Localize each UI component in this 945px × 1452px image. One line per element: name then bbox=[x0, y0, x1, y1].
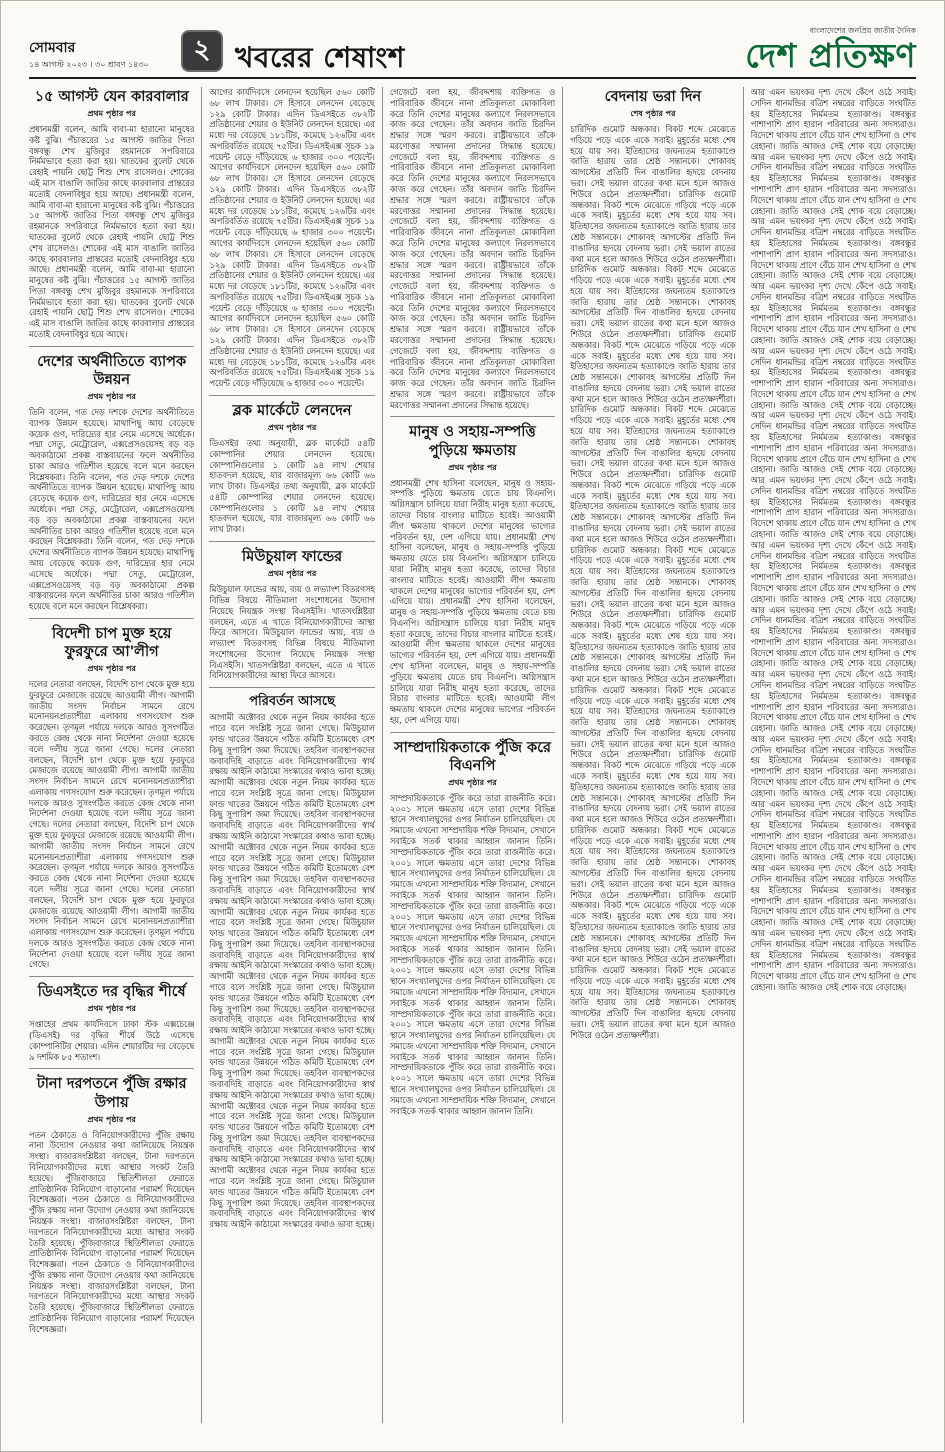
article-body: গেজেটে বলা হয়, জীবদ্দশায় ব্যক্তিগত ও পারিবারিক জীবনে নানা প্রতিকূলতা মোকাবিলা করে তিনি দেশের মানুষের কল্যাণে নিরলসভাবে কাজ করে গেছেন। তাঁর অবদান জাতি চিরদিন শ্রদ্ধার সঙ্গে স্মরণ করবে। রাষ্ট্রীয়ভাবে তাঁকে মরণোত্তর সম্মাননা প্রদানের সিদ্ধান্ত হয়েছে। গেজেটে বলা হয়, জীবদ্দশায় ব্যক্তিগত ও পারিবারিক জীবনে নানা প্রতিকূলতা মোকাবিলা করে তিনি দেশের মানুষের কল্যাণে নিরলসভাবে কাজ করে গেছেন। তাঁর অবদান জাতি চিরদিন শ্রদ্ধার সঙ্গে স্মরণ করবে। রাষ্ট্রীয়ভাবে তাঁকে মরণোত্তর সম্মাননা প্রদানের সিদ্ধান্ত হয়েছে। গেজেটে বলা হয়, জীবদ্দশায় ব্যক্তিগত ও পারিবারিক জীবনে নানা প্রতিকূলতা মোকাবিলা করে তিনি দেশের মানুষের কল্যাণে নিরলসভাবে কাজ করে গেছেন। তাঁর অবদান জাতি চিরদিন শ্রদ্ধার সঙ্গে স্মরণ করবে। রাষ্ট্রীয়ভাবে তাঁকে মরণোত্তর সম্মাননা প্রদানের সিদ্ধান্ত হয়েছে। গেজেটে বলা হয়, জীবদ্দশায় ব্যক্তিগত ও পারিবারিক জীবনে নানা প্রতিকূলতা মোকাবিলা করে তিনি দেশের মানুষের কল্যাণে নিরলসভাবে কাজ করে গেছেন। তাঁর অবদান জাতি চিরদিন শ্রদ্ধার সঙ্গে স্মরণ করবে। রাষ্ট্রীয়ভাবে তাঁকে মরণোত্তর সম্মাননা প্রদানের সিদ্ধান্ত হয়েছে। গেজেটে বলা হয়, জীবদ্দশায় ব্যক্তিগত ও পারিবারিক জীবনে নানা প্রতিকূলতা মোকাবিলা করে তিনি দেশের মানুষের কল্যাণে নিরলসভাবে কাজ করে গেছেন। তাঁর অবদান জাতি চিরদিন শ্রদ্ধার সঙ্গে স্মরণ করবে। রাষ্ট্রীয়ভাবে তাঁকে মরণোত্তর সম্মাননা প্রদানের সিদ্ধান্ত হয়েছে। bbox=[389, 87, 556, 410]
article-headline: টানা দরপতনে পুঁজি রক্ষার উপায় bbox=[36, 1076, 187, 1111]
columns-area bbox=[29, 87, 916, 1423]
article-headline: ডিএসইতে দর বৃদ্ধির শীর্ষে bbox=[37, 984, 186, 1001]
article-body: মিউচুয়াল ফান্ডের আয়, ব্যয় ও লভ্যাংশ বিতরণসহ বিভিন্ন বিষয়ে নীতিমালা সংশোধনের উদ্যোগ নিয়েছে নিয়ন্ত্রক সংস্থা বিএসইসি। খাতসংশ্লিষ্টরা বলছেন, এতে এ খাতে বিনিয়োগকারীদের আস্থা ফিরে আসবে। মিউচুয়াল ফান্ডের আয়, ব্যয় ও লভ্যাংশ বিতরণসহ বিভিন্ন বিষয়ে নীতিমালা সংশোধনের উদ্যোগ নিয়েছে নিয়ন্ত্রক সংস্থা বিএসইসি। খাতসংশ্লিষ্টরা বলছেন, এতে এ খাতে বিনিয়োগকারীদের আস্থা ফিরে আসবে। bbox=[209, 584, 375, 681]
article-headline: মিউচুয়াল ফান্ডের bbox=[242, 549, 343, 566]
page-number-badge bbox=[181, 30, 223, 72]
continued-from-note: প্রথম পৃষ্ঠার পর bbox=[87, 109, 136, 119]
column-4 bbox=[563, 87, 743, 1423]
article-body: দলের নেতারা বলছেন, বিদেশি চাপ থেকে মুক্ত হয়ে ফুরফুরে মেজাজে রয়েছে আওয়ামী লীগ। আগামী জাতীয় সংসদ নির্বাচন সামনে রেখে মনোনয়নপ্রত্যাশীরা এলাকায় গণসংযোগ শুরু করেছেন। তৃণমূল পর্যায়ে দলকে আরও সুসংগঠিত করতে কেন্দ্র থেকে নানা নির্দেশনা দেওয়া হয়েছে বলে দলীয় সূত্রে জানা গেছে। দলের নেতারা বলছেন, বিদেশি চাপ থেকে মুক্ত হয়ে ফুরফুরে মেজাজে রয়েছে আওয়ামী লীগ। আগামী জাতীয় সংসদ নির্বাচন সামনে রেখে মনোনয়নপ্রত্যাশীরা এলাকায় গণসংযোগ শুরু করেছেন। তৃণমূল পর্যায়ে দলকে আরও সুসংগঠিত করতে কেন্দ্র থেকে নানা নির্দেশনা দেওয়া হয়েছে বলে দলীয় সূত্রে জানা গেছে। দলের নেতারা বলছেন, বিদেশি চাপ থেকে মুক্ত হয়ে ফুরফুরে মেজাজে রয়েছে আওয়ামী লীগ। আগামী জাতীয় সংসদ নির্বাচন সামনে রেখে মনোনয়নপ্রত্যাশীরা এলাকায় গণসংযোগ শুরু করেছেন। তৃণমূল পর্যায়ে দলকে আরও সুসংগঠিত করতে কেন্দ্র থেকে নানা নির্দেশনা দেওয়া হয়েছে বলে দলীয় সূত্রে জানা গেছে। দলের নেতারা বলছেন, বিদেশি চাপ থেকে মুক্ত হয়ে ফুরফুরে মেজাজে রয়েছে আওয়ামী লীগ। আগামী জাতীয় সংসদ নির্বাচন সামনে রেখে মনোনয়নপ্রত্যাশীরা এলাকায় গণসংযোগ শুরু করেছেন। তৃণমূল পর্যায়ে দলকে আরও সুসংগঠিত করতে কেন্দ্র থেকে নানা নির্দেশনা দেওয়া হয়েছে বলে দলীয় সূত্রে জানা গেছে। bbox=[29, 679, 195, 970]
article-burning-power bbox=[390, 416, 555, 725]
page-number: ২ bbox=[193, 35, 211, 65]
article-body: পতন ঠেকাতে ও বিনিয়োগকারীদের পুঁজি রক্ষায় নানা উদ্যোগ নেওয়ার কথা জানিয়েছে নিয়ন্ত্রক সংস্থা। বাজারসংশ্লিষ্টরা বলছেন, টানা দরপতনে বিনিয়োগকারীদের মধ্যে আস্থার সংকট তৈরি হয়েছে। পুঁজিবাজারে স্থিতিশীলতা ফেরাতে প্রাতিষ্ঠানিক বিনিয়োগ বাড়ানোর পরামর্শ দিয়েছেন বিশেষজ্ঞরা। পতন ঠেকাতে ও বিনিয়োগকারীদের পুঁজি রক্ষায় নানা উদ্যোগ নেওয়ার কথা জানিয়েছে নিয়ন্ত্রক সংস্থা। বাজারসংশ্লিষ্টরা বলছেন, টানা দরপতনে বিনিয়োগকারীদের মধ্যে আস্থার সংকট তৈরি হয়েছে। পুঁজিবাজারে স্থিতিশীলতা ফেরাতে প্রাতিষ্ঠানিক বিনিয়োগ বাড়ানোর পরামর্শ দিয়েছেন বিশেষজ্ঞরা। পতন ঠেকাতে ও বিনিয়োগকারীদের পুঁজি রক্ষায় নানা উদ্যোগ নেওয়ার কথা জানিয়েছে নিয়ন্ত্রক সংস্থা। বাজারসংশ্লিষ্টরা বলছেন, টানা দরপতনে বিনিয়োগকারীদের মধ্যে আস্থার সংকট তৈরি হয়েছে। পুঁজিবাজারে স্থিতিশীলতা ফেরাতে প্রাতিষ্ঠানিক বিনিয়োগ বাড়ানোর পরামর্শ দিয়েছেন বিশেষজ্ঞরা। bbox=[29, 1129, 195, 1334]
article-body: প্রধানমন্ত্রী বলেন, আমি বাবা-মা হারানো মানুষের কষ্ট বুঝি। পঁচাত্তরের ১৫ আগস্ট জাতির পিতা বঙ্গবন্ধু শেখ মুজিবুর রহমানকে সপরিবারে নির্মমভাবে হত্যা করা হয়। ঘাতকের বুলেট থেকে রেহাই পায়নি ছোট্ট শিশু শেখ রাসেলও। শোকের এই মাস বাঙালি জাতির কাছে কারবালার প্রান্তরের মতোই বেদনাবিধুর হয়ে আছে। প্রধানমন্ত্রী বলেন, আমি বাবা-মা হারানো মানুষের কষ্ট বুঝি। পঁচাত্তরের ১৫ আগস্ট জাতির পিতা বঙ্গবন্ধু শেখ মুজিবুর রহমানকে সপরিবারে নির্মমভাবে হত্যা করা হয়। ঘাতকের বুলেট থেকে রেহাই পায়নি ছোট্ট শিশু শেখ রাসেলও। শোকের এই মাস বাঙালি জাতির কাছে কারবালার প্রান্তরের মতোই বেদনাবিধুর হয়ে আছে। প্রধানমন্ত্রী বলেন, আমি বাবা-মা হারানো মানুষের কষ্ট বুঝি। পঁচাত্তরের ১৫ আগস্ট জাতির পিতা বঙ্গবন্ধু শেখ মুজিবুর রহমানকে সপরিবারে নির্মমভাবে হত্যা করা হয়। ঘাতকের বুলেট থেকে রেহাই পায়নি ছোট্ট শিশু শেখ রাসেলও। শোকের এই মাস বাঙালি জাতির কাছে কারবালার প্রান্তরের মতোই বেদনাবিধুর হয়ে আছে। bbox=[29, 124, 195, 339]
article-body: প্রধানমন্ত্রী শেখ হাসিনা বলেছেন, মানুষ ও সহায়-সম্পত্তি পুড়িয়ে ক্ষমতায় যেতে চায় বিএনপি। অগ্নিসন্ত্রাস চালিয়ে যারা নিরীহ মানুষ হত্যা করেছে, তাদের বিচার বাংলার মাটিতে হবেই। আওয়ামী লীগ ক্ষমতায় থাকলে দেশের মানুষের ভাগ্যের পরিবর্তন হয়, দেশ এগিয়ে যায়। প্রধানমন্ত্রী শেখ হাসিনা বলেছেন, মানুষ ও সহায়-সম্পত্তি পুড়িয়ে ক্ষমতায় যেতে চায় বিএনপি। অগ্নিসন্ত্রাস চালিয়ে যারা নিরীহ মানুষ হত্যা করেছে, তাদের বিচার বাংলার মাটিতে হবেই। আওয়ামী লীগ ক্ষমতায় থাকলে দেশের মানুষের ভাগ্যের পরিবর্তন হয়, দেশ এগিয়ে যায়। প্রধানমন্ত্রী শেখ হাসিনা বলেছেন, মানুষ ও সহায়-সম্পত্তি পুড়িয়ে ক্ষমতায় যেতে চায় বিএনপি। অগ্নিসন্ত্রাস চালিয়ে যারা নিরীহ মানুষ হত্যা করেছে, তাদের বিচার বাংলার মাটিতে হবেই। আওয়ামী লীগ ক্ষমতায় থাকলে দেশের মানুষের ভাগ্যের পরিবর্তন হয়, দেশ এগিয়ে যায়। প্রধানমন্ত্রী শেখ হাসিনা বলেছেন, মানুষ ও সহায়-সম্পত্তি পুড়িয়ে ক্ষমতায় যেতে চায় বিএনপি। অগ্নিসন্ত্রাস চালিয়ে যারা নিরীহ মানুষ হত্যা করেছে, তাদের বিচার বাংলার মাটিতে হবেই। আওয়ামী লীগ ক্ষমতায় থাকলে দেশের মানুষের ভাগ্যের পরিবর্তন হয়, দেশ এগিয়ে যায়। bbox=[389, 477, 556, 725]
page-header bbox=[29, 21, 916, 79]
continued-from-note: প্রথম পৃষ্ঠার পর bbox=[448, 462, 497, 472]
continued-from-note: প্রথম পৃষ্ঠার পর bbox=[87, 392, 136, 401]
article-headline: সাম্প্রদায়িকতাকে পুঁজি করে বিএনপি bbox=[394, 739, 551, 774]
article-dse-gainers bbox=[29, 976, 194, 1062]
date-label: ১৪ আগস্ট ২০২৩ । ৩০ শ্রাবণ ১৪৩০ bbox=[29, 60, 149, 69]
continued-from-note: প্রথম পৃষ্ঠার পর bbox=[267, 423, 317, 432]
article-body: ডিএসইর তথ্য অনুযায়ী, ব্লক মার্কেটে ৫৪টি কোম্পানির শেয়ার লেনদেন হয়েছে। কোম্পানিগুলোর ১ কোটি ৯৪ লাখ শেয়ার হাতবদল হয়েছে, যার বাজারমূল্য ৬৬ কোটি ৬৬ লাখ টাকা। ডিএসইর তথ্য অনুযায়ী, ব্লক মার্কেটে ৫৪টি কোম্পানির শেয়ার লেনদেন হয়েছে। কোম্পানিগুলোর ১ কোটি ৯৪ লাখ শেয়ার হাতবদল হয়েছে, যার বাজারমূল্য ৬৬ কোটি ৬৬ লাখ টাকা। bbox=[209, 438, 375, 535]
article-body: আগের কার্যদিবসে লেনদেন হয়েছিল ৫৬০ কোটি ৬৮ লাখ টাকার। সে হিসাবে লেনদেন বেড়েছে ১২৯ কোটি টাকার। এদিন ডিএসইতে ৩৮২টি প্রতিষ্ঠানের শেয়ার ও ইউনিট লেনদেন হয়েছে। এর মধ্যে দর বেড়েছে ১৮১টির, কমেছে ১২৬টির এবং অপরিবর্তিত রয়েছে ৭৫টির। ডিএসইএক্স সূচক ১৯ পয়েন্ট বেড়ে দাঁড়িয়েছে ৬ হাজার ৩০০ পয়েন্টে। আগের কার্যদিবসে লেনদেন হয়েছিল ৫৬০ কোটি ৬৮ লাখ টাকার। সে হিসাবে লেনদেন বেড়েছে ১২৯ কোটি টাকার। এদিন ডিএসইতে ৩৮২টি প্রতিষ্ঠানের শেয়ার ও ইউনিট লেনদেন হয়েছে। এর মধ্যে দর বেড়েছে ১৮১টির, কমেছে ১২৬টির এবং অপরিবর্তিত রয়েছে ৭৫টির। ডিএসইএক্স সূচক ১৯ পয়েন্ট বেড়ে দাঁড়িয়েছে ৬ হাজার ৩০০ পয়েন্টে। আগের কার্যদিবসে লেনদেন হয়েছিল ৫৬০ কোটি ৬৮ লাখ টাকার। সে হিসাবে লেনদেন বেড়েছে ১২৯ কোটি টাকার। এদিন ডিএসইতে ৩৮২টি প্রতিষ্ঠানের শেয়ার ও ইউনিট লেনদেন হয়েছে। এর মধ্যে দর বেড়েছে ১৮১টির, কমেছে ১২৬টির এবং অপরিবর্তিত রয়েছে ৭৫টির। ডিএসইএক্স সূচক ১৯ পয়েন্ট বেড়ে দাঁড়িয়েছে ৬ হাজার ৩০০ পয়েন্টে। আগের কার্যদিবসে লেনদেন হয়েছিল ৫৬০ কোটি ৬৮ লাখ টাকার। সে হিসাবে লেনদেন বেড়েছে ১২৯ কোটি টাকার। এদিন ডিএসইতে ৩৮২টি প্রতিষ্ঠানের শেয়ার ও ইউনিট লেনদেন হয়েছে। এর মধ্যে দর বেড়েছে ১৮১টির, কমেছে ১২৬টির এবং অপরিবর্তিত রয়েছে ৭৫টির। ডিএসইএক্স সূচক ১৯ পয়েন্ট বেড়ে দাঁড়িয়েছে ৬ হাজার ৩০০ পয়েন্টে। bbox=[209, 87, 375, 389]
article-headline: মানুষ ও সহায়-সম্পত্তি পুড়িয়ে ক্ষমতায় bbox=[409, 424, 536, 459]
continued-from-note: প্রথম পৃষ্ঠার পর bbox=[267, 569, 317, 579]
continued-from-note: শেষ পৃষ্ঠার পর bbox=[630, 109, 676, 119]
column-1 bbox=[29, 87, 202, 1423]
article-karbala bbox=[29, 87, 194, 340]
masthead-logo: দেশ প্রতিক্ষণ bbox=[745, 36, 916, 75]
article-block-market bbox=[209, 395, 374, 535]
continued-from-note: প্রথম পৃষ্ঠার পর bbox=[87, 1004, 136, 1014]
article-continuation bbox=[390, 87, 555, 410]
article-headline: ১৫ আগস্ট যেন কারবালার bbox=[34, 89, 189, 105]
article-body: তিনি বলেন, গত দেড় দশকে দেশের অর্থনীতিতে ব্যাপক উন্নয়ন হয়েছে। মাথাপিছু আয় বেড়েছে কয়েক গুণ, দারিদ্র্যের হার নেমে এসেছে অর্ধেকে। পদ্মা সেতু, মেট্রোরেল, এক্সপ্রেসওয়েসহ বড় বড় অবকাঠামো প্রকল্প বাস্তবায়নের ফলে অর্থনীতির চাকা আরও গতিশীল হয়েছে বলে মনে করছেন বিশ্লেষকরা। তিনি বলেন, গত দেড় দশকে দেশের অর্থনীতিতে ব্যাপক উন্নয়ন হয়েছে। মাথাপিছু আয় বেড়েছে কয়েক গুণ, দারিদ্র্যের হার নেমে এসেছে অর্ধেকে। পদ্মা সেতু, মেট্রোরেল, এক্সপ্রেসওয়েসহ বড় বড় অবকাঠামো প্রকল্প বাস্তবায়নের ফলে অর্থনীতির চাকা আরও গতিশীল হয়েছে বলে মনে করছেন বিশ্লেষকরা। তিনি বলেন, গত দেড় দশকে দেশের অর্থনীতিতে ব্যাপক উন্নয়ন হয়েছে। মাথাপিছু আয় বেড়েছে কয়েক গুণ, দারিদ্র্যের হার নেমে এসেছে অর্ধেকে। পদ্মা সেতু, মেট্রোরেল, এক্সপ্রেসওয়েসহ বড় বড় অবকাঠামো প্রকল্প বাস্তবায়নের ফলে অর্থনীতির চাকা আরও গতিশীল হয়েছে বলে মনে করছেন বিশ্লেষকরা। bbox=[29, 407, 195, 612]
article-body: সপ্তাহের প্রথম কার্যদিবসে ঢাকা স্টক এক্সচেঞ্জে (ডিএসই) দর বৃদ্ধির শীর্ষে উঠে এসেছে কোম্পানিটির শেয়ার। এদিন শেয়ারটির দর বেড়েছে ৯ দশমিক ৮৫ শতাংশ। bbox=[29, 1019, 195, 1062]
masthead-block bbox=[745, 26, 916, 75]
article-body: আগামী অক্টোবর থেকে নতুন নিয়ম কার্যকর হতে পারে বলে সংশ্লিষ্ট সূত্রে জানা গেছে। মিউচুয়াল ফান্ড খাতের উন্নয়নে গঠিত কমিটি ইতোমধ্যে বেশ কিছু সুপারিশ জমা দিয়েছে। তহবিল ব্যবস্থাপকদের জবাবদিহি বাড়াতে এবং বিনিয়োগকারীদের স্বার্থ রক্ষায় আইনি কাঠামো সংস্কারের কথাও ভাবা হচ্ছে। আগামী অক্টোবর থেকে নতুন নিয়ম কার্যকর হতে পারে বলে সংশ্লিষ্ট সূত্রে জানা গেছে। মিউচুয়াল ফান্ড খাতের উন্নয়নে গঠিত কমিটি ইতোমধ্যে বেশ কিছু সুপারিশ জমা দিয়েছে। তহবিল ব্যবস্থাপকদের জবাবদিহি বাড়াতে এবং বিনিয়োগকারীদের স্বার্থ রক্ষায় আইনি কাঠামো সংস্কারের কথাও ভাবা হচ্ছে। আগামী অক্টোবর থেকে নতুন নিয়ম কার্যকর হতে পারে বলে সংশ্লিষ্ট সূত্রে জানা গেছে। মিউচুয়াল ফান্ড খাতের উন্নয়নে গঠিত কমিটি ইতোমধ্যে বেশ কিছু সুপারিশ জমা দিয়েছে। তহবিল ব্যবস্থাপকদের জবাবদিহি বাড়াতে এবং বিনিয়োগকারীদের স্বার্থ রক্ষায় আইনি কাঠামো সংস্কারের কথাও ভাবা হচ্ছে। আগামী অক্টোবর থেকে নতুন নিয়ম কার্যকর হতে পারে বলে সংশ্লিষ্ট সূত্রে জানা গেছে। মিউচুয়াল ফান্ড খাতের উন্নয়নে গঠিত কমিটি ইতোমধ্যে বেশ কিছু সুপারিশ জমা দিয়েছে। তহবিল ব্যবস্থাপকদের জবাবদিহি বাড়াতে এবং বিনিয়োগকারীদের স্বার্থ রক্ষায় আইনি কাঠামো সংস্কারের কথাও ভাবা হচ্ছে। আগামী অক্টোবর থেকে নতুন নিয়ম কার্যকর হতে পারে বলে সংশ্লিষ্ট সূত্রে জানা গেছে। মিউচুয়াল ফান্ড খাতের উন্নয়নে গঠিত কমিটি ইতোমধ্যে বেশ কিছু সুপারিশ জমা দিয়েছে। তহবিল ব্যবস্থাপকদের জবাবদিহি বাড়াতে এবং বিনিয়োগকারীদের স্বার্থ রক্ষায় আইনি কাঠামো সংস্কারের কথাও ভাবা হচ্ছে। আগামী অক্টোবর থেকে নতুন নিয়ম কার্যকর হতে পারে বলে সংশ্লিষ্ট সূত্রে জানা গেছে। মিউচুয়াল ফান্ড খাতের উন্নয়নে গঠিত কমিটি ইতোমধ্যে বেশ কিছু সুপারিশ জমা দিয়েছে। তহবিল ব্যবস্থাপকদের জবাবদিহি বাড়াতে এবং বিনিয়োগকারীদের স্বার্থ রক্ষায় আইনি কাঠামো সংস্কারের কথাও ভাবা হচ্ছে। আগামী অক্টোবর থেকে নতুন নিয়ম কার্যকর হতে পারে বলে সংশ্লিষ্ট সূত্রে জানা গেছে। মিউচুয়াল ফান্ড খাতের উন্নয়নে গঠিত কমিটি ইতোমধ্যে বেশ কিছু সুপারিশ জমা দিয়েছে। তহবিল ব্যবস্থাপকদের জবাবদিহি বাড়াতে এবং বিনিয়োগকারীদের স্বার্থ রক্ষায় আইনি কাঠামো সংস্কারের কথাও ভাবা হচ্ছে। আগামী অক্টোবর থেকে নতুন নিয়ম কার্যকর হতে পারে বলে সংশ্লিষ্ট সূত্রে জানা গেছে। মিউচুয়াল ফান্ড খাতের উন্নয়নে গঠিত কমিটি ইতোমধ্যে বেশ কিছু সুপারিশ জমা দিয়েছে। তহবিল ব্যবস্থাপকদের জবাবদিহি বাড়াতে এবং বিনিয়োগকারীদের স্বার্থ রক্ষায় আইনি কাঠামো সংস্কারের কথাও ভাবা হচ্ছে। bbox=[209, 712, 375, 1230]
article-economy bbox=[29, 346, 194, 612]
article-subheadline: পরিবর্তন আসছে bbox=[249, 694, 336, 710]
article-body: সাম্প্রদায়িকতাকে পুঁজি করে তারা রাজনীতি করে। ২০০১ সালে ক্ষমতায় এসে তারা দেশের বিভিন্ন স্থানে সংখ্যালঘুদের ওপর নির্যাতন চালিয়েছিল। যে সমাজে এখনো সাম্প্রদায়িক শক্তি বিদ্যমান, সেখানে সবাইকে সতর্ক থাকার আহ্বান জানান তিনি। সাম্প্রদায়িকতাকে পুঁজি করে তারা রাজনীতি করে। ২০০১ সালে ক্ষমতায় এসে তারা দেশের বিভিন্ন স্থানে সংখ্যালঘুদের ওপর নির্যাতন চালিয়েছিল। যে সমাজে এখনো সাম্প্রদায়িক শক্তি বিদ্যমান, সেখানে সবাইকে সতর্ক থাকার আহ্বান জানান তিনি। সাম্প্রদায়িকতাকে পুঁজি করে তারা রাজনীতি করে। ২০০১ সালে ক্ষমতায় এসে তারা দেশের বিভিন্ন স্থানে সংখ্যালঘুদের ওপর নির্যাতন চালিয়েছিল। যে সমাজে এখনো সাম্প্রদায়িক শক্তি বিদ্যমান, সেখানে সবাইকে সতর্ক থাকার আহ্বান জানান তিনি। সাম্প্রদায়িকতাকে পুঁজি করে তারা রাজনীতি করে। ২০০১ সালে ক্ষমতায় এসে তারা দেশের বিভিন্ন স্থানে সংখ্যালঘুদের ওপর নির্যাতন চালিয়েছিল। যে সমাজে এখনো সাম্প্রদায়িক শক্তি বিদ্যমান, সেখানে সবাইকে সতর্ক থাকার আহ্বান জানান তিনি। সাম্প্রদায়িকতাকে পুঁজি করে তারা রাজনীতি করে। ২০০১ সালে ক্ষমতায় এসে তারা দেশের বিভিন্ন স্থানে সংখ্যালঘুদের ওপর নির্যাতন চালিয়েছিল। যে সমাজে এখনো সাম্প্রদায়িক শক্তি বিদ্যমান, সেখানে সবাইকে সতর্ক থাকার আহ্বান জানান তিনি। সাম্প্রদায়িকতাকে পুঁজি করে তারা রাজনীতি করে। ২০০১ সালে ক্ষমতায় এসে তারা দেশের বিভিন্ন স্থানে সংখ্যালঘুদের ওপর নির্যাতন চালিয়েছিল। যে সমাজে এখনো সাম্প্রদায়িক শক্তি বিদ্যমান, সেখানে সবাইকে সতর্ক থাকার আহ্বান জানান তিনি। bbox=[389, 792, 556, 1116]
article-changes-coming bbox=[209, 687, 374, 1230]
article-headline: দেশের অর্থনীতিতে ব্যাপক উন্নয়ন bbox=[37, 353, 187, 388]
continued-from-note: প্রথম পৃষ্ঠার পর bbox=[87, 1114, 136, 1124]
masthead-tagline: বাংলাদেশের জনপ্রিয় জাতীয় দৈনিক bbox=[809, 26, 916, 35]
article-continuation bbox=[751, 87, 916, 993]
section-title: খবরের শেষাংশ bbox=[235, 41, 405, 74]
dateline-block bbox=[29, 41, 179, 72]
article-headline: বেদনায় ভরা দিন bbox=[604, 89, 702, 105]
article-sorrowful-day bbox=[570, 87, 735, 1041]
article-awami-league bbox=[29, 618, 194, 970]
article-body: চারিদিক গুমোট অন্ধকার। বিকট শব্দে মেঝেতে গড়িয়ে পড়ে একে একে সবাই। মুহূর্তের মধ্যে শেষ হয়ে যায় সব। ইতিহাসের জঘন্যতম হত্যাকাণ্ডে জাতি হারায় তার শ্রেষ্ঠ সন্তানকে। শোকাবহ আগস্টের প্রতিটি দিন বাঙালির হৃদয়ে বেদনায় ভরা। সেই ভয়াল রাতের কথা মনে হলে আজও শিউরে ওঠেন প্রত্যক্ষদর্শীরা। চারিদিক গুমোট অন্ধকার। বিকট শব্দে মেঝেতে গড়িয়ে পড়ে একে একে সবাই। মুহূর্তের মধ্যে শেষ হয়ে যায় সব। ইতিহাসের জঘন্যতম হত্যাকাণ্ডে জাতি হারায় তার শ্রেষ্ঠ সন্তানকে। শোকাবহ আগস্টের প্রতিটি দিন বাঙালির হৃদয়ে বেদনায় ভরা। সেই ভয়াল রাতের কথা মনে হলে আজও শিউরে ওঠেন প্রত্যক্ষদর্শীরা। চারিদিক গুমোট অন্ধকার। বিকট শব্দে মেঝেতে গড়িয়ে পড়ে একে একে সবাই। মুহূর্তের মধ্যে শেষ হয়ে যায় সব। ইতিহাসের জঘন্যতম হত্যাকাণ্ডে জাতি হারায় তার শ্রেষ্ঠ সন্তানকে। শোকাবহ আগস্টের প্রতিটি দিন বাঙালির হৃদয়ে বেদনায় ভরা। সেই ভয়াল রাতের কথা মনে হলে আজও শিউরে ওঠেন প্রত্যক্ষদর্শীরা। চারিদিক গুমোট অন্ধকার। বিকট শব্দে মেঝেতে গড়িয়ে পড়ে একে একে সবাই। মুহূর্তের মধ্যে শেষ হয়ে যায় সব। ইতিহাসের জঘন্যতম হত্যাকাণ্ডে জাতি হারায় তার শ্রেষ্ঠ সন্তানকে। শোকাবহ আগস্টের প্রতিটি দিন বাঙালির হৃদয়ে বেদনায় ভরা। সেই ভয়াল রাতের কথা মনে হলে আজও শিউরে ওঠেন প্রত্যক্ষদর্শীরা। চারিদিক গুমোট অন্ধকার। বিকট শব্দে মেঝেতে গড়িয়ে পড়ে একে একে সবাই। মুহূর্তের মধ্যে শেষ হয়ে যায় সব। ইতিহাসের জঘন্যতম হত্যাকাণ্ডে জাতি হারায় তার শ্রেষ্ঠ সন্তানকে। শোকাবহ আগস্টের প্রতিটি দিন বাঙালির হৃদয়ে বেদনায় ভরা। সেই ভয়াল রাতের কথা মনে হলে আজও শিউরে ওঠেন প্রত্যক্ষদর্শীরা। চারিদিক গুমোট অন্ধকার। বিকট শব্দে মেঝেতে গড়িয়ে পড়ে একে একে সবাই। মুহূর্তের মধ্যে শেষ হয়ে যায় সব। ইতিহাসের জঘন্যতম হত্যাকাণ্ডে জাতি হারায় তার শ্রেষ্ঠ সন্তানকে। শোকাবহ আগস্টের প্রতিটি দিন বাঙালির হৃদয়ে বেদনায় ভরা। সেই ভয়াল রাতের কথা মনে হলে আজও শিউরে ওঠেন প্রত্যক্ষদর্শীরা। চারিদিক গুমোট অন্ধকার। বিকট শব্দে মেঝেতে গড়িয়ে পড়ে একে একে সবাই। মুহূর্তের মধ্যে শেষ হয়ে যায় সব। ইতিহাসের জঘন্যতম হত্যাকাণ্ডে জাতি হারায় তার শ্রেষ্ঠ সন্তানকে। শোকাবহ আগস্টের প্রতিটি দিন বাঙালির হৃদয়ে বেদনায় ভরা। সেই ভয়াল রাতের কথা মনে হলে আজও শিউরে ওঠেন প্রত্যক্ষদর্শীরা। চারিদিক গুমোট অন্ধকার। বিকট শব্দে মেঝেতে গড়িয়ে পড়ে একে একে সবাই। মুহূর্তের মধ্যে শেষ হয়ে যায় সব। ইতিহাসের জঘন্যতম হত্যাকাণ্ডে জাতি হারায় তার শ্রেষ্ঠ সন্তানকে। শোকাবহ আগস্টের প্রতিটি দিন বাঙালির হৃদয়ে বেদনায় ভরা। সেই ভয়াল রাতের কথা মনে হলে আজও শিউরে ওঠেন প্রত্যক্ষদর্শীরা। চারিদিক গুমোট অন্ধকার। বিকট শব্দে মেঝেতে গড়িয়ে পড়ে একে একে সবাই। মুহূর্তের মধ্যে শেষ হয়ে যায় সব। ইতিহাসের জঘন্যতম হত্যাকাণ্ডে জাতি হারায় তার শ্রেষ্ঠ সন্তানকে। শোকাবহ আগস্টের প্রতিটি দিন বাঙালির হৃদয়ে বেদনায় ভরা। সেই ভয়াল রাতের কথা মনে হলে আজও শিউরে ওঠেন প্রত্যক্ষদর্শীরা। চারিদিক গুমোট অন্ধকার। বিকট শব্দে মেঝেতে গড়িয়ে পড়ে একে একে সবাই। মুহূর্তের মধ্যে শেষ হয়ে যায় সব। ইতিহাসের জঘন্যতম হত্যাকাণ্ডে জাতি হারায় তার শ্রেষ্ঠ সন্তানকে। শোকাবহ আগস্টের প্রতিটি দিন বাঙালির হৃদয়ে বেদনায় ভরা। সেই ভয়াল রাতের কথা মনে হলে আজও শিউরে ওঠেন প্রত্যক্ষদর্শীরা। চারিদিক গুমোট অন্ধকার। বিকট শব্দে মেঝেতে গড়িয়ে পড়ে একে একে সবাই। মুহূর্তের মধ্যে শেষ হয়ে যায় সব। ইতিহাসের জঘন্যতম হত্যাকাণ্ডে জাতি হারায় তার শ্রেষ্ঠ সন্তানকে। শোকাবহ আগস্টের প্রতিটি দিন বাঙালির হৃদয়ে বেদনায় ভরা। সেই ভয়াল রাতের কথা মনে হলে আজও শিউরে ওঠেন প্রত্যক্ষদর্শীরা। চারিদিক গুমোট অন্ধকার। বিকট শব্দে মেঝেতে গড়িয়ে পড়ে একে একে সবাই। মুহূর্তের মধ্যে শেষ হয়ে যায় সব। ইতিহাসের জঘন্যতম হত্যাকাণ্ডে জাতি হারায় তার শ্রেষ্ঠ সন্তানকে। শোকাবহ আগস্টের প্রতিটি দিন বাঙালির হৃদয়ে বেদনায় ভরা। সেই ভয়াল রাতের কথা মনে হলে আজও শিউরে ওঠেন প্রত্যক্ষদর্শীরা। চারিদিক গুমোট অন্ধকার। বিকট শব্দে মেঝেতে গড়িয়ে পড়ে একে একে সবাই। মুহূর্তের মধ্যে শেষ হয়ে যায় সব। ইতিহাসের জঘন্যতম হত্যাকাণ্ডে জাতি হারায় তার শ্রেষ্ঠ সন্তানকে। শোকাবহ আগস্টের প্রতিটি দিন বাঙালির হৃদয়ে বেদনায় ভরা। সেই ভয়াল রাতের কথা মনে হলে আজও শিউরে ওঠেন প্রত্যক্ষদর্শীরা। bbox=[570, 124, 736, 1040]
continued-from-note: প্রথম পৃষ্ঠার পর bbox=[448, 777, 497, 787]
article-market-fall bbox=[29, 1068, 194, 1334]
column-5 bbox=[744, 87, 916, 1423]
article-body: আর এমন ভয়ংকর দৃশ্য দেখে কেঁপে ওঠে সবাই। সেদিন ধানমন্ডির বত্রিশ নম্বরের বাড়িতে সংঘটিত হয় ইতিহাসের নির্মমতম হত্যাকাণ্ড। বঙ্গবন্ধুর পাশাপাশি প্রাণ হারান পরিবারের অন্য সদস্যরাও। বিদেশে থাকায় প্রাণে বেঁচে যান শেখ হাসিনা ও শেখ রেহানা। জাতি আজও সেই শোক বয়ে বেড়াচ্ছে। আর এমন ভয়ংকর দৃশ্য দেখে কেঁপে ওঠে সবাই। সেদিন ধানমন্ডির বত্রিশ নম্বরের বাড়িতে সংঘটিত হয় ইতিহাসের নির্মমতম হত্যাকাণ্ড। বঙ্গবন্ধুর পাশাপাশি প্রাণ হারান পরিবারের অন্য সদস্যরাও। বিদেশে থাকায় প্রাণে বেঁচে যান শেখ হাসিনা ও শেখ রেহানা। জাতি আজও সেই শোক বয়ে বেড়াচ্ছে। আর এমন ভয়ংকর দৃশ্য দেখে কেঁপে ওঠে সবাই। সেদিন ধানমন্ডির বত্রিশ নম্বরের বাড়িতে সংঘটিত হয় ইতিহাসের নির্মমতম হত্যাকাণ্ড। বঙ্গবন্ধুর পাশাপাশি প্রাণ হারান পরিবারের অন্য সদস্যরাও। বিদেশে থাকায় প্রাণে বেঁচে যান শেখ হাসিনা ও শেখ রেহানা। জাতি আজও সেই শোক বয়ে বেড়াচ্ছে। আর এমন ভয়ংকর দৃশ্য দেখে কেঁপে ওঠে সবাই। সেদিন ধানমন্ডির বত্রিশ নম্বরের বাড়িতে সংঘটিত হয় ইতিহাসের নির্মমতম হত্যাকাণ্ড। বঙ্গবন্ধুর পাশাপাশি প্রাণ হারান পরিবারের অন্য সদস্যরাও। বিদেশে থাকায় প্রাণে বেঁচে যান শেখ হাসিনা ও শেখ রেহানা। জাতি আজও সেই শোক বয়ে বেড়াচ্ছে। আর এমন ভয়ংকর দৃশ্য দেখে কেঁপে ওঠে সবাই। সেদিন ধানমন্ডির বত্রিশ নম্বরের বাড়িতে সংঘটিত হয় ইতিহাসের নির্মমতম হত্যাকাণ্ড। বঙ্গবন্ধুর পাশাপাশি প্রাণ হারান পরিবারের অন্য সদস্যরাও। বিদেশে থাকায় প্রাণে বেঁচে যান শেখ হাসিনা ও শেখ রেহানা। জাতি আজও সেই শোক বয়ে বেড়াচ্ছে। আর এমন ভয়ংকর দৃশ্য দেখে কেঁপে ওঠে সবাই। সেদিন ধানমন্ডির বত্রিশ নম্বরের বাড়িতে সংঘটিত হয় ইতিহাসের নির্মমতম হত্যাকাণ্ড। বঙ্গবন্ধুর পাশাপাশি প্রাণ হারান পরিবারের অন্য সদস্যরাও। বিদেশে থাকায় প্রাণে বেঁচে যান শেখ হাসিনা ও শেখ রেহানা। জাতি আজও সেই শোক বয়ে বেড়াচ্ছে। আর এমন ভয়ংকর দৃশ্য দেখে কেঁপে ওঠে সবাই। সেদিন ধানমন্ডির বত্রিশ নম্বরের বাড়িতে সংঘটিত হয় ইতিহাসের নির্মমতম হত্যাকাণ্ড। বঙ্গবন্ধুর পাশাপাশি প্রাণ হারান পরিবারের অন্য সদস্যরাও। বিদেশে থাকায় প্রাণে বেঁচে যান শেখ হাসিনা ও শেখ রেহানা। জাতি আজও সেই শোক বয়ে বেড়াচ্ছে। আর এমন ভয়ংকর দৃশ্য দেখে কেঁপে ওঠে সবাই। সেদিন ধানমন্ডির বত্রিশ নম্বরের বাড়িতে সংঘটিত হয় ইতিহাসের নির্মমতম হত্যাকাণ্ড। বঙ্গবন্ধুর পাশাপাশি প্রাণ হারান পরিবারের অন্য সদস্যরাও। বিদেশে থাকায় প্রাণে বেঁচে যান শেখ হাসিনা ও শেখ রেহানা। জাতি আজও সেই শোক বয়ে বেড়াচ্ছে। আর এমন ভয়ংকর দৃশ্য দেখে কেঁপে ওঠে সবাই। সেদিন ধানমন্ডির বত্রিশ নম্বরের বাড়িতে সংঘটিত হয় ইতিহাসের নির্মমতম হত্যাকাণ্ড। বঙ্গবন্ধুর পাশাপাশি প্রাণ হারান পরিবারের অন্য সদস্যরাও। বিদেশে থাকায় প্রাণে বেঁচে যান শেখ হাসিনা ও শেখ রেহানা। জাতি আজও সেই শোক বয়ে বেড়াচ্ছে। আর এমন ভয়ংকর দৃশ্য দেখে কেঁপে ওঠে সবাই। সেদিন ধানমন্ডির বত্রিশ নম্বরের বাড়িতে সংঘটিত হয় ইতিহাসের নির্মমতম হত্যাকাণ্ড। বঙ্গবন্ধুর পাশাপাশি প্রাণ হারান পরিবারের অন্য সদস্যরাও। বিদেশে থাকায় প্রাণে বেঁচে যান শেখ হাসিনা ও শেখ রেহানা। জাতি আজও সেই শোক বয়ে বেড়াচ্ছে। আর এমন ভয়ংকর দৃশ্য দেখে কেঁপে ওঠে সবাই। সেদিন ধানমন্ডির বত্রিশ নম্বরের বাড়িতে সংঘটিত হয় ইতিহাসের নির্মমতম হত্যাকাণ্ড। বঙ্গবন্ধুর পাশাপাশি প্রাণ হারান পরিবারের অন্য সদস্যরাও। বিদেশে থাকায় প্রাণে বেঁচে যান শেখ হাসিনা ও শেখ রেহানা। জাতি আজও সেই শোক বয়ে বেড়াচ্ছে। আর এমন ভয়ংকর দৃশ্য দেখে কেঁপে ওঠে সবাই। সেদিন ধানমন্ডির বত্রিশ নম্বরের বাড়িতে সংঘটিত হয় ইতিহাসের নির্মমতম হত্যাকাণ্ড। বঙ্গবন্ধুর পাশাপাশি প্রাণ হারান পরিবারের অন্য সদস্যরাও। বিদেশে থাকায় প্রাণে বেঁচে যান শেখ হাসিনা ও শেখ রেহানা। জাতি আজও সেই শোক বয়ে বেড়াচ্ছে। আর এমন ভয়ংকর দৃশ্য দেখে কেঁপে ওঠে সবাই। সেদিন ধানমন্ডির বত্রিশ নম্বরের বাড়িতে সংঘটিত হয় ইতিহাসের নির্মমতম হত্যাকাণ্ড। বঙ্গবন্ধুর পাশাপাশি প্রাণ হারান পরিবারের অন্য সদস্যরাও। বিদেশে থাকায় প্রাণে বেঁচে যান শেখ হাসিনা ও শেখ রেহানা। জাতি আজও সেই শোক বয়ে বেড়াচ্ছে। আর এমন ভয়ংকর দৃশ্য দেখে কেঁপে ওঠে সবাই। সেদিন ধানমন্ডির বত্রিশ নম্বরের বাড়িতে সংঘটিত হয় ইতিহাসের নির্মমতম হত্যাকাণ্ড। বঙ্গবন্ধুর পাশাপাশি প্রাণ হারান পরিবারের অন্য সদস্যরাও। বিদেশে থাকায় প্রাণে বেঁচে যান শেখ হাসিনা ও শেখ রেহানা। জাতি আজও সেই শোক বয়ে বেড়াচ্ছে। bbox=[750, 87, 917, 992]
article-headline: বিদেশী চাপ মুক্ত হয়ে ফুরফুরে আ'লীগ bbox=[51, 625, 172, 660]
weekday-label: সোমবার bbox=[29, 39, 76, 56]
article-mutual-fund bbox=[209, 541, 374, 681]
column-2 bbox=[202, 87, 382, 1423]
article-headline: ব্লক মার্কেটে লেনদেন bbox=[232, 402, 352, 419]
article-communalism-bnp bbox=[390, 732, 555, 1117]
continued-from-note: প্রথম পৃষ্ঠার পর bbox=[87, 664, 136, 674]
article-continuation bbox=[209, 87, 374, 389]
column-3 bbox=[383, 87, 563, 1423]
